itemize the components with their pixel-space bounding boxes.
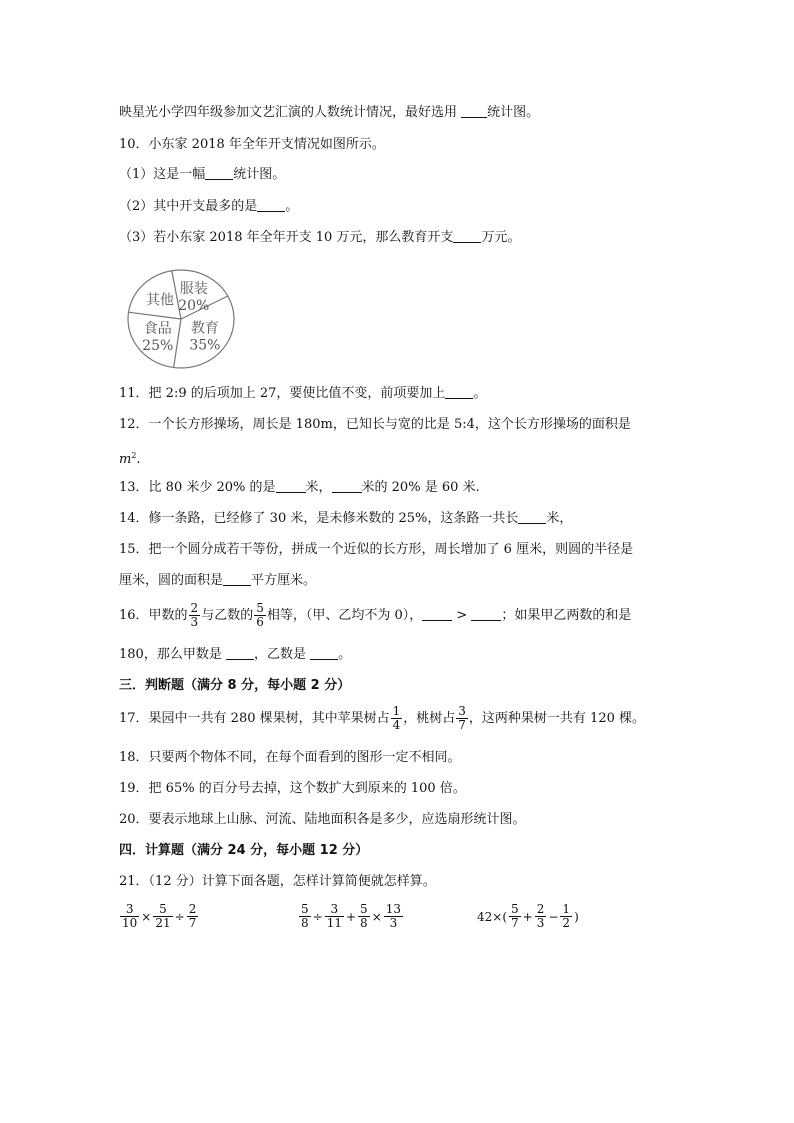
e3-pre: 42×(	[477, 909, 508, 924]
e3-n3: 1	[562, 902, 571, 916]
e2-n2: 3	[325, 903, 344, 917]
q14-a: 14．修一条路，已经修了 30 米，是未修米数的 25%，这条路一共长	[119, 511, 519, 526]
q15-line2-a: 厘米，圆的面积是	[119, 573, 224, 588]
q10-p3-blank[interactable]	[453, 229, 481, 243]
q13-line	[119, 479, 480, 497]
e1-n1: 3	[120, 903, 139, 917]
q14-b: 米，	[546, 511, 573, 526]
q12-unit: m	[119, 452, 132, 467]
e3-frac1	[509, 903, 521, 930]
e2-frac1	[299, 903, 311, 930]
q16-frac1	[189, 602, 201, 629]
q9-text: 映星光小学四年级参加文艺汇演的人数统计情况，最好选用	[119, 105, 462, 120]
e2-n1: 5	[301, 902, 309, 916]
q10-p1-after: 统计图。	[233, 167, 286, 182]
e3-n2: 2	[536, 902, 545, 916]
e2-frac4	[384, 903, 403, 930]
q11-after: 。	[473, 386, 487, 401]
q17-c: ，这两种果树一共有 120 棵。	[468, 711, 645, 726]
expense-pie-chart	[125, 265, 237, 373]
q11-before: 11．把 2:9 的后项加上 27，要使比值不变，前项要加上	[119, 386, 446, 401]
e2-n3: 5	[360, 902, 368, 916]
pie-slice-value: 20%	[178, 297, 210, 314]
section-4-heading: 四．计算题（满分 24 分，每小题 12 分）	[119, 843, 369, 858]
q16-c: 相等，（甲、乙均不为 0），	[266, 608, 423, 623]
e3-post: )	[574, 909, 579, 924]
e3-d2: 3	[536, 916, 545, 930]
e3-d1: 7	[511, 916, 519, 930]
e3-d3: 2	[562, 916, 571, 930]
pie-slice-label: 教育	[190, 320, 219, 337]
e1-op1: ×	[141, 909, 152, 924]
q11-blank[interactable]	[445, 385, 473, 399]
q15-line1: 15．把一个圆分成若干等份，拼成一个近似的长方形，周长增加了 6 厘米，则圆的半径是	[119, 542, 634, 557]
e1-frac2	[153, 903, 172, 930]
q16-blank1[interactable]	[422, 607, 452, 621]
q16-line2	[119, 646, 351, 664]
q10-part2	[119, 198, 298, 216]
q16-a: 16．甲数的	[119, 608, 188, 623]
q16-f1-num: 2	[190, 601, 199, 615]
q10-p3-after: 万元。	[481, 230, 521, 245]
e2-frac3	[358, 903, 370, 930]
q10-part1	[119, 166, 285, 184]
q9-line	[119, 104, 539, 122]
e3-frac2	[535, 903, 547, 930]
q14-line	[119, 510, 572, 528]
q12-line1: 12．一个长方形操场，周长是 180m，已知长与宽的比是 5:4，这个长方形操场的面积是	[119, 417, 631, 432]
e1-frac1	[120, 903, 139, 930]
pie-slice-value: 35%	[189, 337, 221, 354]
e2-op3: ×	[371, 909, 382, 924]
q17-frac1	[391, 705, 403, 732]
q17-f1-num: 1	[392, 704, 401, 718]
e2-d4: 3	[389, 916, 398, 930]
q9-after: 统计图。	[487, 105, 540, 120]
e2-n4: 13	[385, 902, 402, 916]
q16-b: 与乙数的	[201, 608, 254, 623]
q16-line2-c: 。	[338, 647, 352, 662]
q13-blank2[interactable]	[332, 479, 362, 493]
q17-f2-num: 3	[458, 704, 466, 718]
q15-blank[interactable]	[223, 572, 251, 586]
q21-expr3	[476, 903, 580, 930]
q16-line2-a: 180，那么甲数是	[119, 647, 226, 662]
q13-blank1[interactable]	[276, 479, 306, 493]
q13-a: 13．比 80 米少 20% 的是	[119, 480, 276, 495]
pie-slice-label: 食品	[143, 321, 172, 338]
e2-op2: +	[345, 909, 357, 924]
q16-blank4[interactable]	[310, 646, 338, 660]
e2-op1: ÷	[312, 909, 323, 924]
e2-frac2	[325, 903, 344, 930]
e1-frac3	[187, 903, 199, 930]
q16-blank3[interactable]	[226, 646, 254, 660]
q10-p2-blank[interactable]	[257, 198, 285, 212]
q16-d: ；如果甲乙两数的和是	[501, 608, 632, 623]
q16-line1	[119, 601, 631, 631]
q10-stem: 10．小东家 2018 年全年开支情况如图所示。	[119, 137, 385, 152]
e3-op1: +	[522, 909, 533, 924]
q10-p1-before: （1）这是一幅	[119, 167, 206, 182]
q12-unit-sup: 2	[131, 451, 137, 460]
q16-f2-den: 6	[256, 615, 264, 629]
e1-n2: 5	[153, 903, 172, 917]
q10-p1-blank[interactable]	[205, 166, 233, 180]
q16-line2-b: ，乙数是	[253, 647, 311, 662]
q13-c: 米的 20% 是 60 米.	[361, 480, 480, 495]
q9-blank[interactable]	[461, 104, 487, 118]
e3-op2: −	[548, 909, 559, 924]
q16-f2-num: 5	[256, 601, 264, 615]
q10-part3	[119, 229, 520, 247]
q20-line: 20．要表示地球上山脉、河流、陆地面积各是多少，应选扇形统计图。	[119, 812, 526, 827]
e1-d1: 10	[122, 916, 138, 930]
q10-p3-before: （3）若小东家 2018 年全年开支 10 万元，那么教育开支	[119, 230, 454, 245]
q17-b: ，桃树占	[403, 711, 456, 726]
e3-frac3	[560, 903, 572, 930]
e1-op2: ÷	[174, 909, 185, 924]
q19-line: 19．把 65% 的百分号去掉，这个数扩大到原来的 100 倍。	[119, 781, 466, 796]
q16-f1-den: 3	[190, 615, 199, 629]
q16-blank2[interactable]	[471, 607, 501, 621]
q21-line: 21．（12 分）计算下面各题，怎样计算简便就怎样算。	[119, 874, 436, 889]
q17-a: 17．果园中一共有 280 棵果树，其中苹果树占	[119, 711, 390, 726]
q13-b: 米，	[305, 480, 332, 495]
q14-blank[interactable]	[518, 510, 546, 524]
e1-d2: 21	[155, 916, 171, 930]
q17-f2-den: 7	[458, 718, 466, 732]
pie-slice-label: 其他	[146, 292, 175, 309]
pie-slice-label: 服装	[179, 280, 208, 297]
q18-line: 18．只要两个物体不同，在每个面看到的图形一定不相同。	[119, 750, 461, 765]
q10-p2-after: 。	[285, 199, 299, 214]
q12-unit-tail: .	[136, 452, 141, 467]
q12-line2	[119, 447, 141, 469]
q21-expr2	[298, 903, 404, 930]
q10-p2-before: （2）其中开支最多的是	[119, 199, 258, 214]
e2-d3: 8	[360, 916, 368, 930]
e2-d2: 11	[326, 916, 342, 930]
e2-d1: 8	[301, 916, 309, 930]
q16-gt: >	[452, 608, 472, 623]
e1-d3: 7	[188, 916, 197, 930]
e1-n3: 2	[188, 902, 197, 916]
section-3-heading: 三．判断题（满分 8 分，每小题 2 分）	[119, 678, 351, 693]
q21-expr1	[119, 903, 199, 930]
q15-line2-b: 平方厘米。	[251, 573, 317, 588]
q15-line2	[119, 572, 316, 590]
e3-n1: 5	[511, 902, 519, 916]
q17-f1-den: 4	[392, 718, 401, 732]
q17-frac2	[456, 705, 468, 732]
q17-line	[119, 704, 645, 734]
q16-frac2	[254, 602, 266, 629]
pie-slice-value: 25%	[142, 338, 174, 355]
q11-line	[119, 385, 486, 403]
